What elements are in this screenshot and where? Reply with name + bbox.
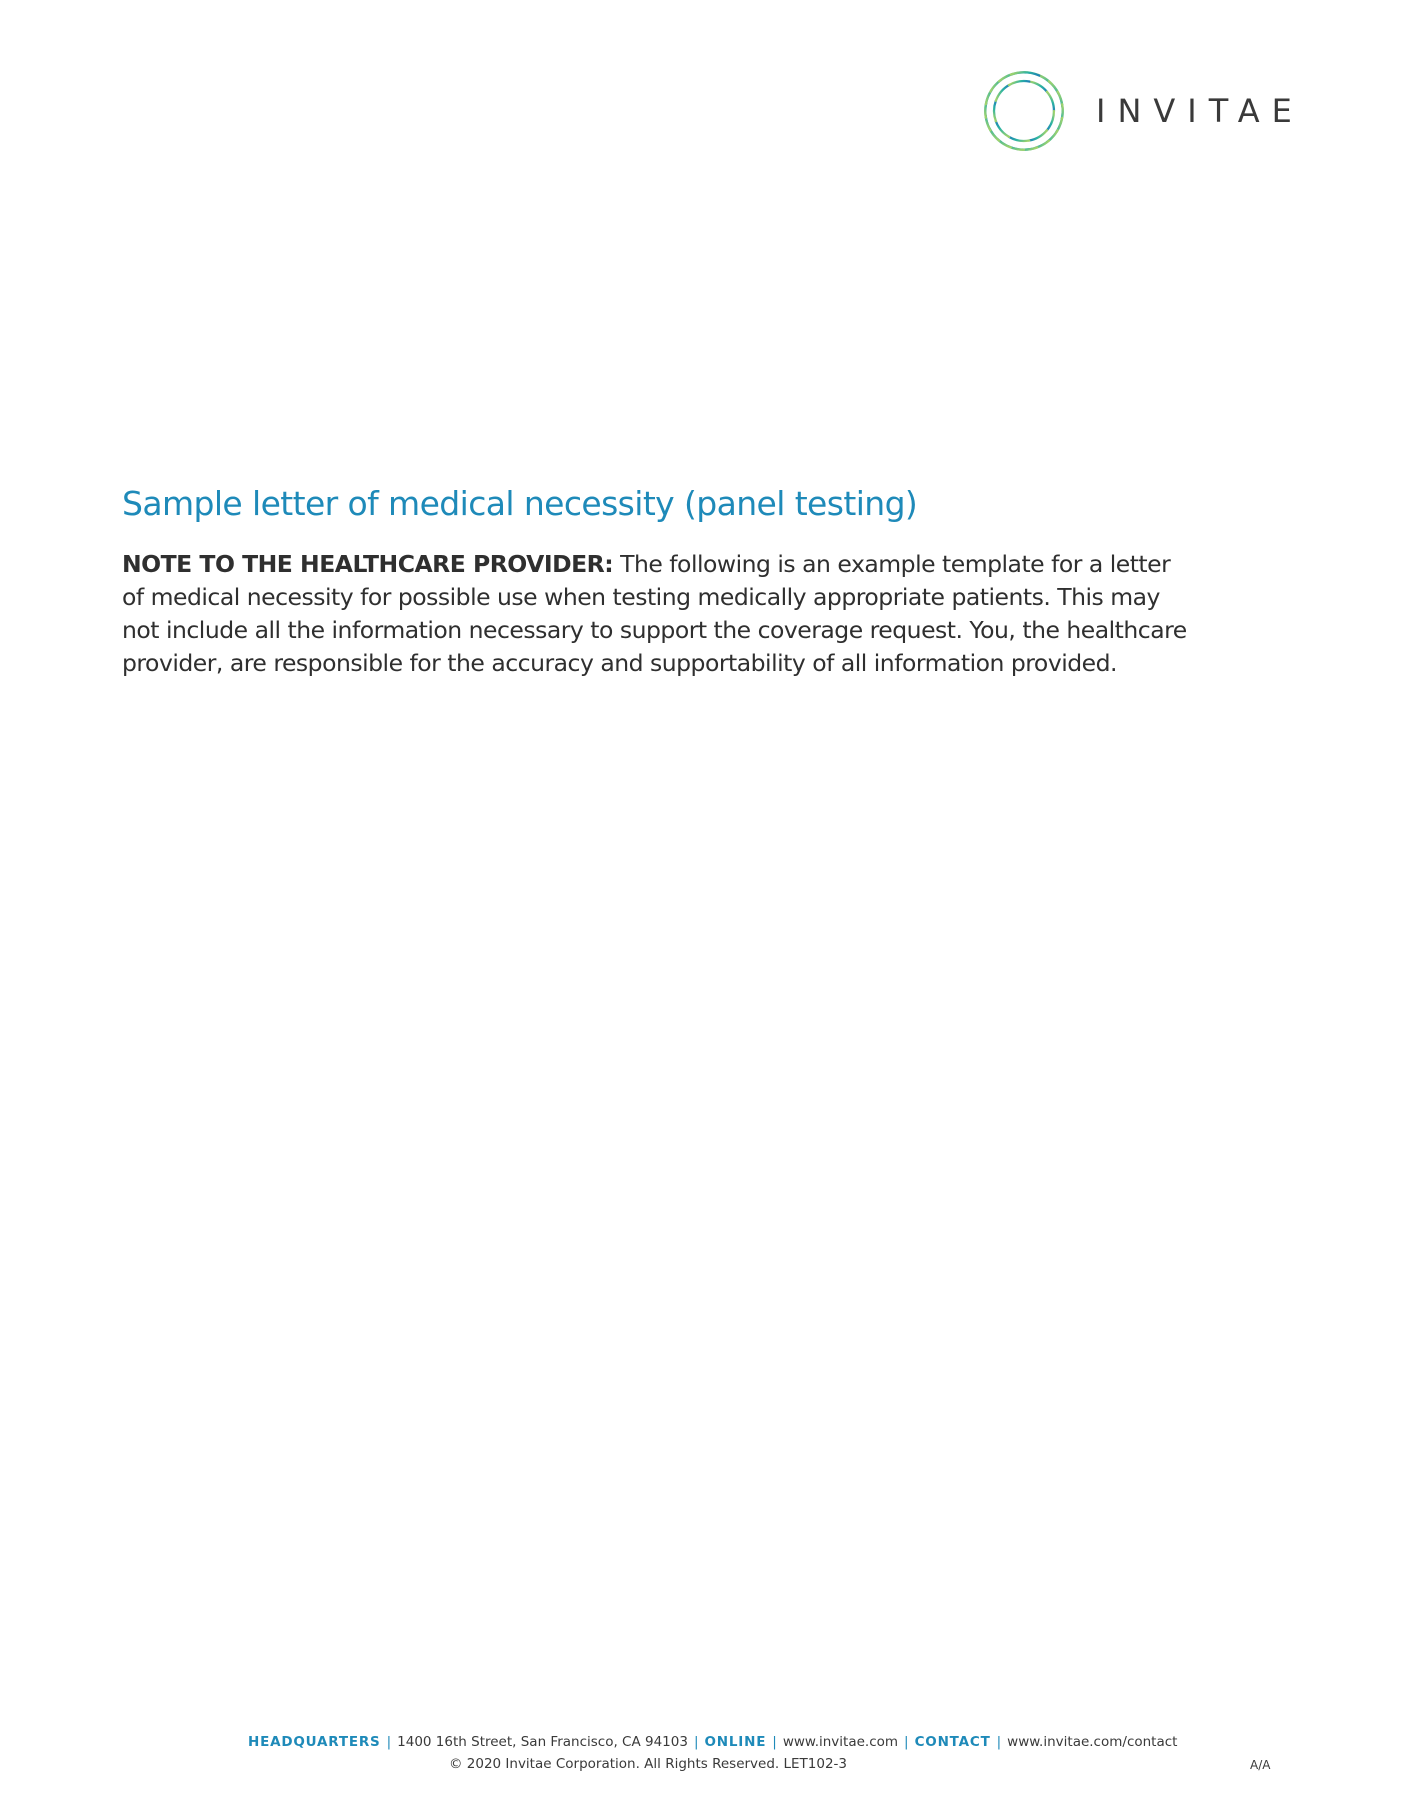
brand-wordmark: INVITAE	[1096, 92, 1304, 130]
online-label: ONLINE	[704, 1734, 767, 1750]
separator: |	[693, 1734, 699, 1750]
contact-link[interactable]: www.invitae.com/contact	[1007, 1734, 1178, 1750]
contact-label: CONTACT	[914, 1734, 991, 1750]
invitae-logo	[980, 66, 1304, 156]
copyright-line: © 2020 Invitae Corporation. All Rights Reserved. LET102-3	[448, 1756, 848, 1772]
page-title: Sample letter of medical necessity (panel testing)	[122, 484, 918, 523]
separator: |	[996, 1734, 1002, 1750]
invitae-swirl-icon	[980, 67, 1068, 155]
separator: |	[772, 1734, 777, 1750]
online-link[interactable]: www.invitae.com	[782, 1734, 899, 1750]
headquarters-label: HEADQUARTERS	[248, 1734, 381, 1750]
note-body: The following is an example template for a letter of medical necessity for possible use when testing medically appropriate patients. This may not include all the information necessary to support the coverage request. You, the healthcare provider, are responsible for the accuracy and supportability of all information provided.	[122, 550, 1187, 677]
provider-note	[122, 548, 1192, 680]
separator: |	[386, 1734, 392, 1750]
page-mark: A/A	[1250, 1758, 1271, 1772]
separator: |	[904, 1734, 909, 1750]
note-lead: NOTE TO THE HEALTHCARE PROVIDER:	[122, 550, 614, 578]
headquarters-address: 1400 16th Street, San Francisco, CA 94103	[397, 1734, 688, 1750]
